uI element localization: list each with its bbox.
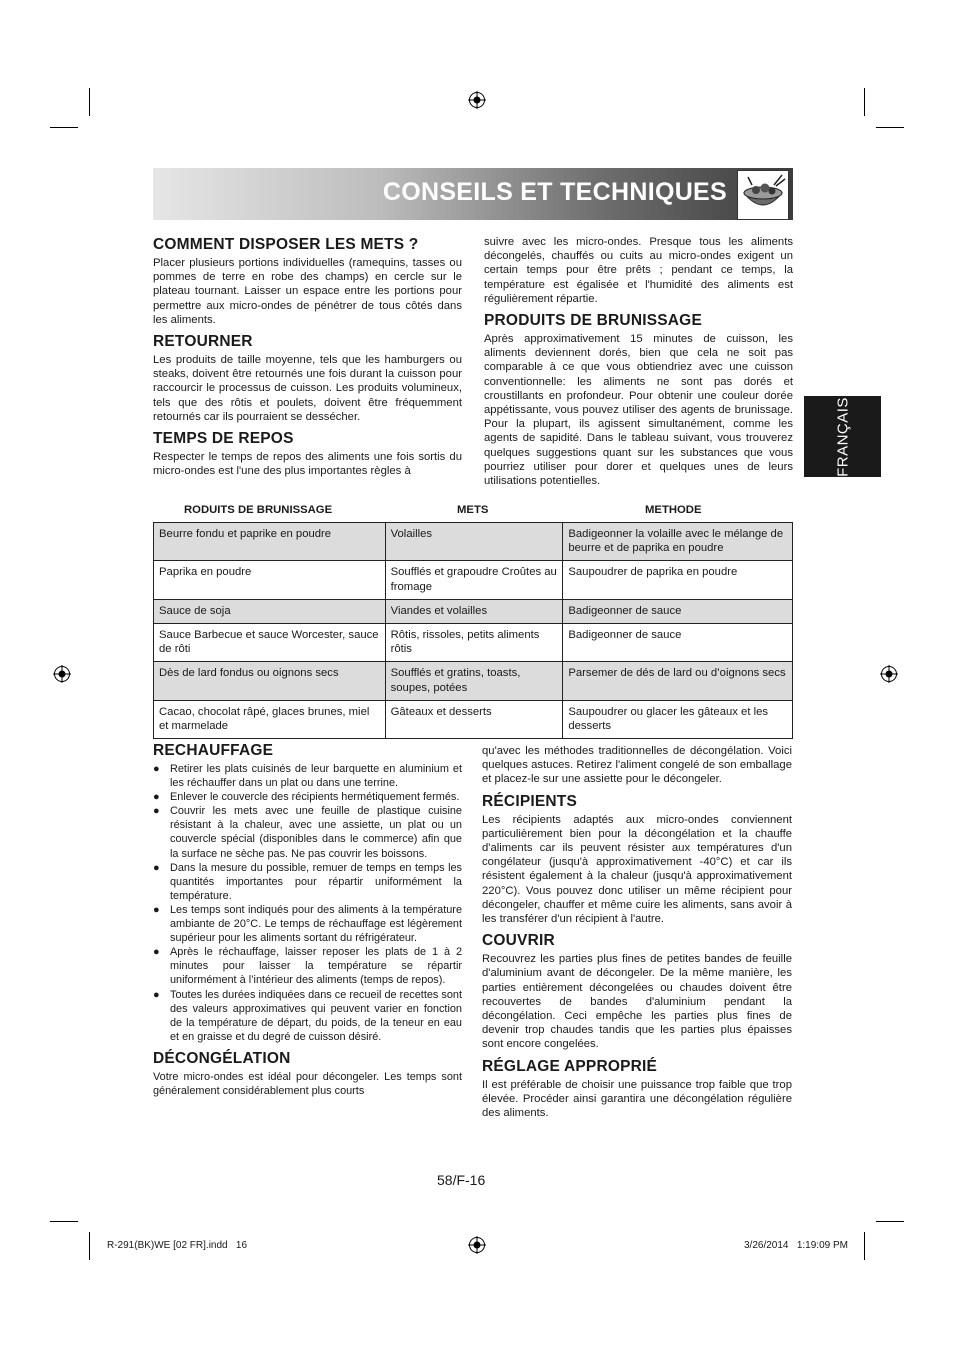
table-row bbox=[154, 523, 793, 561]
crop-mark bbox=[89, 88, 90, 116]
section-text: Les récipients adaptés aux micro-ondes conviennent particulièrement bien pour la décongélation et la chauffe d'aliments car ils peuvent résister aux températures d'un congélateur (jusqu'à approximativement -40°C) et car ils résistent également à la chaleur (jusqu'à approximativement 220°C). Vous pouvez donc utiliser un même récipient pour décongeler, chauffer et même cuire les aliments, sans avoir à les transférer d'un récipient à l'autre. bbox=[482, 813, 792, 926]
table-cell: Saupoudrer de paprika en poudre bbox=[563, 561, 793, 599]
section-couvrir bbox=[482, 932, 792, 1051]
section-title: RECHAUFFAGE bbox=[153, 742, 274, 759]
table-cell: Volailles bbox=[385, 523, 563, 561]
table-header: METS bbox=[457, 504, 489, 516]
page-title: CONSEILS ET TECHNIQUES bbox=[382, 178, 727, 206]
table-cell: Sauce Barbecue et sauce Worcester, sauce de rôti bbox=[154, 624, 386, 662]
section-recipients bbox=[482, 793, 792, 927]
section-retourner bbox=[153, 333, 462, 424]
list-item: ● Les temps sont indiqués pour des aliments à la température ambiante de 20°C. Le temps de réchauffage est légèrement supérieur pour les aliments sortant du réfrigérateur. bbox=[153, 903, 462, 945]
section-title: PRODUITS DE BRUNISSAGE bbox=[484, 312, 702, 330]
table-cell: Paprika en poudre bbox=[154, 561, 386, 599]
section-brunissage bbox=[484, 312, 793, 488]
food-bowl-icon bbox=[737, 170, 789, 220]
crop-mark bbox=[876, 1221, 904, 1222]
right-top-column bbox=[484, 235, 793, 494]
table-cell: Viandes et volailles bbox=[385, 599, 563, 623]
language-label: FRANÇAIS bbox=[834, 396, 851, 477]
table-cell: Rôtis, rissoles, petits aliments rôtis bbox=[385, 624, 563, 662]
table-cell: Badigeonner de sauce bbox=[563, 599, 793, 623]
section-title: COUVRIR bbox=[482, 932, 555, 950]
section-decongelation bbox=[153, 1050, 462, 1098]
bullet-list bbox=[153, 762, 462, 1044]
section-text: qu'avec les méthodes traditionnelles de décongélation. Voici quelques astuces. Retirez l'aliment congelé de son emballage et placez-le sur une assiette pour le décongeler. bbox=[482, 745, 792, 786]
section-rechauffage bbox=[153, 742, 462, 1044]
table-cell: Beurre fondu et paprike en poudre bbox=[154, 523, 386, 561]
table-row bbox=[154, 700, 793, 738]
section-text: suivre avec les micro-ondes. Presque tous les aliments décongelés, chauffés ou cuits au micro-ondes exigent un certain temps pour être prêts ; pendant ce temps, la température est égalisée et l'humidité des aliments est régulièrement répartie. bbox=[484, 236, 793, 305]
section-title: TEMPS DE REPOS bbox=[153, 430, 294, 448]
language-side-tab bbox=[804, 396, 881, 477]
registration-mark-icon bbox=[53, 665, 71, 683]
page-number: 58/F-16 bbox=[437, 1172, 486, 1188]
table-header: METHODE bbox=[645, 504, 702, 516]
crop-mark bbox=[864, 1232, 865, 1260]
table-cell: Parsemer de dés de lard ou d’oignons secs bbox=[563, 662, 793, 700]
left-top-column bbox=[153, 236, 462, 484]
table-row bbox=[154, 624, 793, 662]
table-cell: Saupoudrer ou glacer les gâteaux et les desserts bbox=[563, 700, 793, 738]
table-cell: Cacao, chocolat râpé, glaces brunes, miel et marmelade bbox=[154, 700, 386, 738]
table-cell: Soufflés et gratins, toasts, soupes, potées bbox=[385, 662, 563, 700]
crop-mark bbox=[89, 1232, 90, 1260]
table-cell: Soufflés et grapoudre Croûtes au fromage bbox=[385, 561, 563, 599]
section-title: DÉCONGÉLATION bbox=[153, 1049, 291, 1067]
table-cell: Gâteaux et desserts bbox=[385, 700, 563, 738]
table-cell: Badigeonner la volaille avec le mélange de beurre et de paprika en poudre bbox=[563, 523, 793, 561]
timestamp: 3/26/2014 1:19:09 PM bbox=[744, 1240, 848, 1251]
crop-mark bbox=[876, 127, 904, 128]
section-disposer bbox=[153, 236, 462, 327]
right-bottom-column bbox=[482, 744, 792, 1126]
section-title: COMMENT DISPOSER LES METS ? bbox=[153, 236, 419, 253]
list-item: ● Dans la mesure du possible, remuer de temps en temps les quantités importantes pour répartir uniformément la température. bbox=[153, 861, 462, 903]
list-item: ● Couvrir les mets avec une feuille de plastique cuisine résistant à la chaleur, avec une assiette, un plat ou un couvercle spécial (disponibles dans le commerce) afin que la surface ne sèche pas. Ne pas couvrir les boissons. bbox=[153, 804, 462, 860]
section-text: Votre micro-ondes est idéal pour décongeler. Les temps sont généralement considérablement plus courts bbox=[153, 1070, 462, 1097]
section-text: Il est préférable de choisir une puissance trop faible que trop élevée. Procéder ainsi garantira une décongélation régulière des aliments. bbox=[482, 1078, 792, 1120]
header-banner bbox=[153, 168, 793, 220]
section-text: Après approximativement 15 minutes de cuisson, les aliments deviennent dorés, bien que cela ne soit pas comparable à ce que vous obtiendriez avec une cuisson conventionnelle: les aliments ne sont pas dorés et croustillants en profondeur. Pour obtenir une couleur dorée appétissante, vous pouvez utiliser des agents de brunissage. Pour la plupart, ils agissent simultanément, comme les agents de sapidité. Dans le tableau suivant, vous trouverez quelques suggestions quant sur les substances que vous pourriez utiliser pour dorer et quelques unes de leurs utilisations potentielles. bbox=[484, 333, 793, 488]
browning-table bbox=[153, 522, 793, 739]
section-title: RÉCIPIENTS bbox=[482, 792, 578, 810]
section-text: Placer plusieurs portions individuelles (ramequins, tasses ou pommes de terre en robe des champs) en cercle sur le plateau tournant. Laisser un espace entre les portions pour permettre aux micro-ondes de pénétrer de tous côtés dans les aliments. bbox=[153, 257, 462, 326]
registration-mark-icon bbox=[880, 665, 898, 683]
section-text: Recouvrez les parties plus fines de petites bandes de feuille d'aluminium avant de décongeler. De la même manière, les parties entièrement décongelées ou chaudes doivent être recouvertes de bandes d'aluminium pendant la décongélation. Ceci empêche les parties plus fines de devenir trop chaudes tandis que les parties plus épaisses sont encore congelées. bbox=[482, 953, 792, 1051]
table-cell: Dès de lard fondus ou oignons secs bbox=[154, 662, 386, 700]
section-reglage bbox=[482, 1058, 792, 1121]
table-row bbox=[154, 561, 793, 599]
table-row bbox=[154, 599, 793, 623]
table-cell: Badigeonner de sauce bbox=[563, 624, 793, 662]
section-title: RETOURNER bbox=[153, 333, 253, 351]
section-temps-repos bbox=[153, 430, 462, 478]
list-item: ● Enlever le couvercle des récipients hermétiquement fermés. bbox=[153, 790, 462, 804]
table-cell: Sauce de soja bbox=[154, 599, 386, 623]
table-header: RODUITS DE BRUNISSAGE bbox=[184, 504, 333, 516]
section-text: Les produits de taille moyenne, tels que les hamburgers ou steaks, doivent être retournés une fois durant la cuisson pour raccourcir le processus de cuisson. Les produits volumineux, tels que des rôtis et poulets, doivent être fréquemment retournés car ils pourraient se dessécher. bbox=[153, 354, 462, 423]
crop-mark bbox=[50, 1221, 78, 1222]
section-title: RÉGLAGE APPROPRIÉ bbox=[482, 1057, 658, 1075]
list-item: ● Toutes les durées indiquées dans ce recueil de recettes sont des valeurs approximatives qui peuvent varier en fonction de la température de départ, du poids, de la teneur en eau et en graisse et du degré de cuisson désiré. bbox=[153, 988, 462, 1044]
left-bottom-column bbox=[153, 742, 462, 1104]
list-item: ● Retirer les plats cuisinés de leur barquette en aluminium et les réchauffer dans un plat ou dans une terrine. bbox=[153, 762, 462, 790]
crop-mark bbox=[50, 127, 78, 128]
registration-mark-icon bbox=[468, 91, 486, 109]
list-item: ● Après le réchauffage, laisser reposer les plats de 1 à 2 minutes pour laisser la température se répartir uniformément à l’intérieur des aliments (temps de repos). bbox=[153, 945, 462, 987]
crop-mark bbox=[864, 88, 865, 116]
registration-mark-icon bbox=[468, 1236, 486, 1254]
section-text: Respecter le temps de repos des aliments une fois sortis du micro-ondes est l'une des plus importantes règles à bbox=[153, 451, 462, 478]
file-name: R-291(BK)WE [02 FR].indd 16 bbox=[107, 1240, 248, 1251]
table-row bbox=[154, 662, 793, 700]
